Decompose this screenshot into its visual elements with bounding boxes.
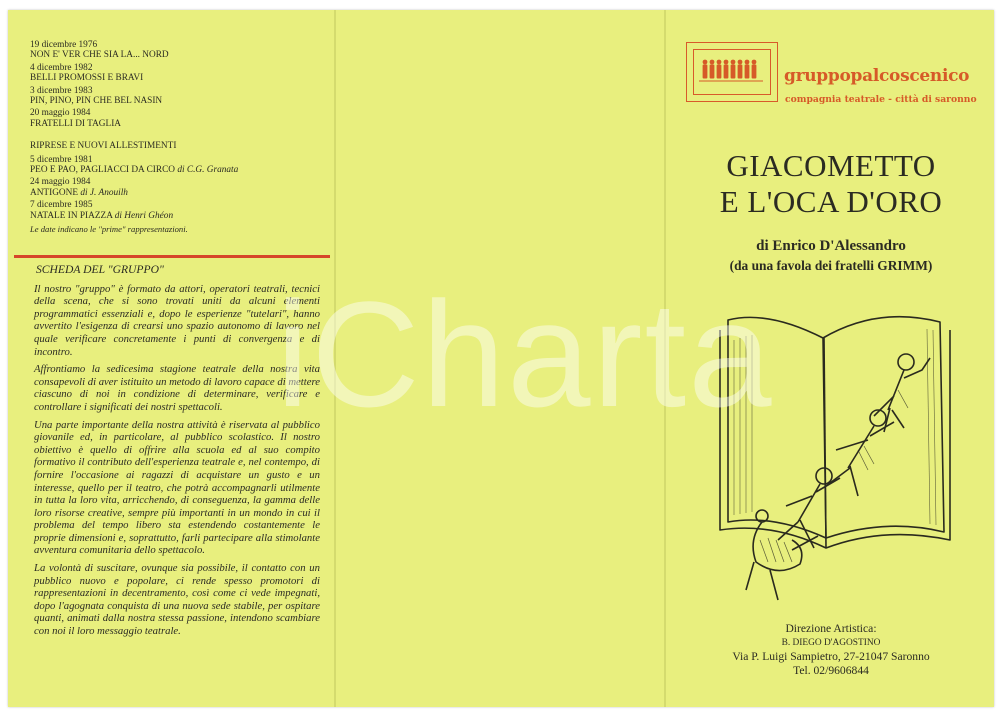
company-address: Via P. Luigi Sampietro, 27-21047 Saronno <box>732 650 930 663</box>
riprese-item <box>30 155 320 176</box>
riprese-date: 7 dicembre 1985 <box>30 200 93 211</box>
divider-rule <box>14 255 330 258</box>
premiere-date: 3 dicembre 1983 <box>30 85 93 96</box>
riprese-credit: di Henri Ghéon <box>114 210 174 221</box>
riprese-credit: di J. Anouilh <box>80 187 128 198</box>
actors-figures-icon <box>697 57 765 85</box>
premiere-date: 4 dicembre 1982 <box>30 62 93 73</box>
director-name: B. DIEGO D'AGOSTINO <box>781 638 881 648</box>
premiere-item <box>30 63 320 84</box>
watermark-text: iCharta <box>276 270 774 438</box>
brand-name: gruppopalcoscenico <box>784 66 970 86</box>
riprese-title: NATALE IN PIAZZA <box>30 210 113 221</box>
premieres-list <box>30 40 320 235</box>
riprese-date: 5 dicembre 1981 <box>30 154 93 165</box>
left-panel <box>8 10 334 707</box>
company-phone: Tel. 02/9606844 <box>793 664 869 677</box>
brochure-sheet <box>8 10 994 707</box>
play-author: di Enrico D'Alessandro <box>756 238 906 254</box>
premiere-item <box>30 40 320 61</box>
premiere-title: BELLI PROMOSSI E BRAVI <box>30 73 144 84</box>
premiere-title: PIN, PINO, PIN CHE BEL NASIN <box>30 96 163 107</box>
premiere-date: 19 dicembre 1976 <box>30 40 98 50</box>
riprese-credit: di C.G. Granata <box>177 165 239 176</box>
scheda-section <box>34 264 320 643</box>
premiere-item <box>30 108 320 129</box>
riprese-title: PEO E PAO, PAGLIACCI DA CIRCO <box>30 165 175 176</box>
play-title-line2: E L'OCA D'ORO <box>719 184 943 219</box>
premiere-title: FRATELLI DI TAGLIA <box>30 118 122 129</box>
scheda-paragraph: Una parte importante della nostra attività è riservata al pubblico giovanile ed, in particolare, al pubblico scolastico. Il nostro obiettivo è quello di offrire alla scuola ed al suo compito formativo il contributo dell'esperienza teatrale e, nel contempo, di fornire l'occasione ai ragazzi di acquistare un gusto e un interesse, quello per il teatro, che potrà accompagnarli utilmente in tutta la loro vita, arricchendo, di conseguenza, la gamma delle loro risorse creative, sempre più importanti in un mondo in cui il problema del tempo libero sta estendendo costantemente le proprie dimensioni e, soprattutto, farli partecipare alla stimolante avventura comunitaria dello spettacolo. <box>34 418 320 557</box>
scheda-heading: SCHEDA DEL "GRUPPO" <box>36 263 164 276</box>
dates-note: Le date indicano le "prime" rappresentazioni. <box>30 224 188 235</box>
brand-tagline: compagnia teatrale - città di saronno <box>785 94 977 105</box>
company-logo <box>686 42 778 102</box>
fold-line-right <box>664 10 666 707</box>
scheda-paragraph: Il nostro "gruppo" è formato da attori, operatori teatrali, tecnici della scena, che si sono trovati uniti da alcuni elementi programmatici essenziali e, dopo le esperienze "tutelari", hanno avvertito l'esigenza di crearsi uno spazio autonomo di lavoro nel quale verificare concretamente i punti di convergenza e di incontro. <box>34 282 320 358</box>
play-source: (da una favola dei fratelli GRIMM) <box>729 258 933 273</box>
play-title-line1: GIACOMETTO <box>726 148 936 183</box>
premiere-item <box>30 86 320 107</box>
middle-panel <box>336 10 664 707</box>
book-illustration <box>708 300 956 610</box>
riprese-heading: RIPRESE E NUOVI ALLESTIMENTI <box>30 141 177 152</box>
scheda-paragraph: Affrontiamo la sedicesima stagione teatrale della nostra vita consapevoli di aver istituito un metodo di lavoro capace di mettere ciascuno di noi in condizione di determinare, verificare e controllare i significati dei nostri spettacoli. <box>34 363 320 413</box>
credits-block <box>668 622 994 678</box>
riprese-date: 24 maggio 1984 <box>30 177 91 188</box>
riprese-item <box>30 177 320 198</box>
riprese-item <box>30 200 320 221</box>
riprese-title: ANTIGONE <box>30 187 79 198</box>
premiere-title: NON E' VER CHE SIA LA... NORD <box>30 50 169 61</box>
premiere-date: 20 maggio 1984 <box>30 108 91 119</box>
scheda-paragraph: La volontà di suscitare, ovunque sia possibile, il contatto con un pubblico nuovo e popolare, ci rende spesso promotori di rappresentazioni in decentramento, così come ci vede impegnati, dopo l'agognata conquista di una nuova sede stabile, per ospitare quanti, animati dalla nostra stessa passione, intendono scambiare con noi il loro messaggio teatrale. <box>34 562 320 638</box>
direction-role: Direzione Artistica: <box>785 622 877 635</box>
right-panel <box>668 10 994 707</box>
